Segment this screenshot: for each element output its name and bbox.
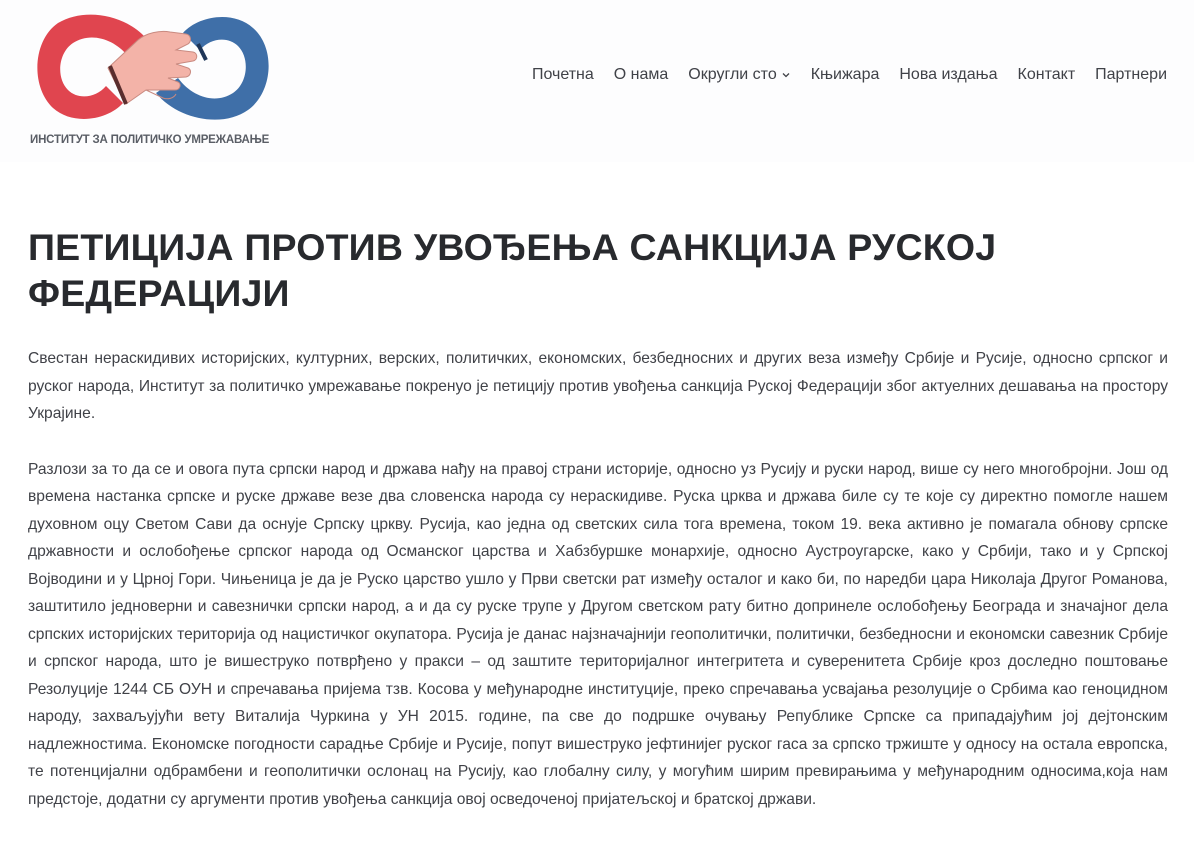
- nav-item-bookstore[interactable]: Књижара: [810, 66, 880, 83]
- logo-caption: ИНСТИТУТ ЗА ПОЛИТИЧКО УМРЕЖАВАЊЕ: [30, 134, 270, 146]
- main-navigation: [532, 66, 1167, 84]
- article-paragraph-2: Разлози за то да се и овога пута српски народ и држава нађу на правој страни историје, односно уз Русију и руски народ, више су него многобројни. Још од времена настанка српске и руске државе везе два словенска народа су нераскидиве. Руска црква и држава биле су те које су директно помогле нашем духовном оцу Светом Сави да оснује Српску цркву. Русија, као једна од светских сила тога времена, током 19. века активно је помагала обнову српске државности и ослобођење српског народа од Османског царства и Хабзбуршке монархије, односно Аустроугарске, како у Србији, тако и у Српској Војводини и у Црној Гори. Чињеница је да је Руско царство ушло у Први светски рат између осталог и како би, по наредби цара Николаја Другог Романова, заштитило једноверни и савезнички српски народ, а и да су руске трупе у Другом светском рату битно допринеле ослобођењу Београда и значајног дела српских историјских територија од нацистичког окупатора. Русија је данас најзначајнији геополитички, политички, безбедносни и економски савезник Србије и српског народа, што је вишеструко потврђено у пракси – од заштите територијалног интегритета и суверенитета Србије кроз доследно поштовање Резолуције 1244 СБ ОУН и спречавања пријема тзв. Косова у међународне институције, преко спречавања усвајања резолуције о Србима као геноцидном народу, захваљујући вету Виталија Чуркина у УН 2015. године, па све до подршке очувању Републике Српске са припадајућим јој дејтонским надлежностима. Економске погодности сарадње Србије и Русије, попут вишеструко јефтинијег руског гаса за српско тржиште у односу на остала европска, те потенцијални одбрамбени и геополитички ослонац на Русију, као глобалну силу, у могућим ширим превирањима у међународним односима,која нам предстоје, додатни су аргументи против увођења санкција овој осведоченој пријатељској и братској држави.: [28, 460, 1168, 808]
- nav-item-about[interactable]: О нама: [613, 66, 669, 83]
- nav-item-home[interactable]: Почетна: [531, 66, 594, 83]
- chevron-down-icon: [781, 70, 791, 80]
- article-paragraph-1: Свестан нераскидивих историјских, културних, верских, политичких, економских, безбедносних и других веза између Србије и Русије, односно српског и руског народа, Институт за политичко умрежавање покренуо је петицију против увођења санкција Руској Федерацији због актуелних дешавања на простору Украјине.: [28, 350, 1168, 422]
- site-header: [0, 0, 1194, 162]
- article-content: [28, 224, 1168, 813]
- nav-item-contact[interactable]: Контакт: [1017, 66, 1076, 83]
- infinity-handshake-logo-icon: [28, 8, 278, 134]
- nav-item-round-table-label: Округли сто: [688, 66, 777, 83]
- nav-item-partners[interactable]: Партнери: [1095, 66, 1167, 83]
- page-title: ПЕТИЦИЈА ПРОТИВ УВОЂЕЊА САНКЦИЈА РУСКОЈ ФЕДЕРАЦИЈИ: [28, 226, 997, 314]
- nav-item-new-editions[interactable]: Нова издања: [899, 66, 998, 83]
- site-logo[interactable]: [28, 8, 278, 154]
- nav-item-round-table[interactable]: [688, 66, 790, 84]
